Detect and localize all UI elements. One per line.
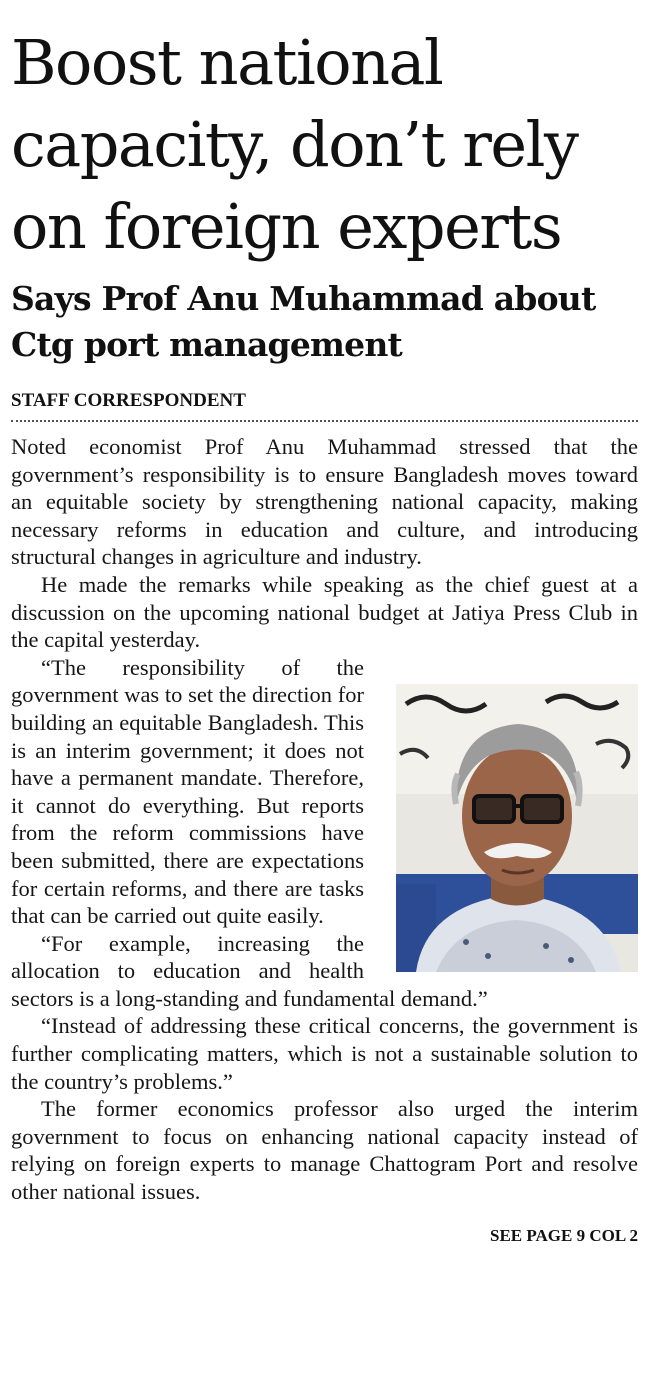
headline: Boost national capacity, don’t rely on foreign experts (11, 26, 578, 263)
continuation-note: SEE PAGE 9 COL 2 (490, 1225, 638, 1245)
portrait-image (396, 684, 638, 972)
byline-divider (11, 420, 638, 422)
byline: STAFF CORRESPONDENT (11, 390, 246, 411)
article-body (11, 433, 638, 1206)
news-article (11, 0, 638, 1246)
subheadline: Says Prof Anu Muhammad about Ctg port management (11, 279, 596, 364)
paragraph: “For example, increasing the allocation to education and health sectors is a long-standing and fundamental demand.” (11, 930, 488, 1011)
paragraph: “Instead of addressing these critical concerns, the government is further complicating matters, which is not a sustainable solution to the country’s problems.” (11, 1013, 638, 1094)
portrait-photo (396, 684, 638, 972)
paragraph: “The responsibility of the government was to set the direction for building an equitable Bangladesh. This is an interim government; it does not have a permanent mandate. Therefore, it cannot do everything. But reports from the reform commissions have been submitted, there are expectations for certain reforms, and there are tasks that can be carried out quite easily. (11, 654, 364, 929)
paragraph: Noted economist Prof Anu Muhammad stressed that the government’s responsibility is to ensure Bangladesh moves toward an equitable society by strengthening national capacity, making necessary reforms in education and culture, and introducing structural changes in agriculture and industry. (11, 434, 638, 570)
paragraph: He made the remarks while speaking as the chief guest at a discussion on the upcoming national budget at Jatiya Press Club in the capital yesterday. (11, 571, 638, 653)
paragraph: The former economics professor also urged the interim government to focus on enhancing national capacity instead of relying on foreign experts to manage Chattogram Port and resolve other national issues. (11, 1096, 638, 1205)
